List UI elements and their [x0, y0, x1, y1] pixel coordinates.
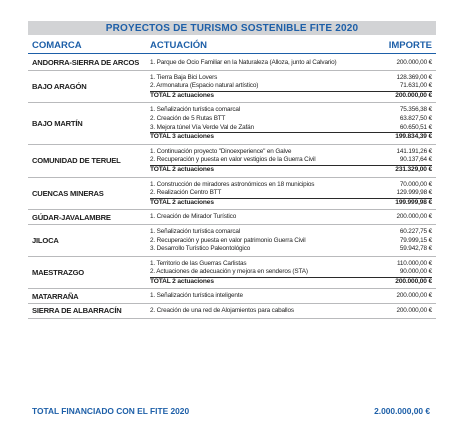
- comarca-name: CUENCAS MINERAS: [32, 188, 104, 198]
- importe-value: 60.650,51 €: [399, 123, 432, 131]
- actuacion-text: 2. Creación de una red de Alojamientos para caballos: [150, 307, 294, 315]
- actuacion-text: 2. Armonatura (Espacio natural artístico): [150, 82, 259, 90]
- total-line: [150, 133, 432, 142]
- actuacion-text: 1. Continuación proyecto "Dinoexperience" en Galve: [150, 147, 292, 155]
- importe-value: 200.000,00 €: [396, 307, 432, 315]
- importe-value: 63.827,50 €: [399, 114, 432, 122]
- actuacion-line: [150, 268, 432, 278]
- total-line: [150, 92, 432, 101]
- actuacion-line: [150, 82, 432, 92]
- actuacion-list: [150, 145, 432, 177]
- table-row: [28, 103, 436, 144]
- actuacion-text: 1. Señalización turística comarcal: [150, 106, 241, 114]
- comarca-name: JILOCA: [32, 235, 59, 245]
- actuacion-list: [150, 225, 432, 256]
- actuacion-list: [150, 71, 432, 103]
- table-row: [28, 56, 436, 71]
- total-label: TOTAL 2 actuaciones: [150, 198, 214, 206]
- actuacion-line: [150, 74, 432, 83]
- total-amount: 199.999,98 €: [395, 198, 432, 206]
- actuacion-text: 1. Señalización turística inteligente: [150, 292, 243, 300]
- table-row: [28, 304, 436, 319]
- actuacion-list: [150, 289, 432, 303]
- total-amount: 199.834,39 €: [395, 133, 432, 141]
- importe-value: 200.000,00 €: [396, 59, 432, 66]
- total-amount: 200.000,00 €: [395, 91, 432, 99]
- total-label: TOTAL 2 actuaciones: [150, 277, 214, 285]
- actuacion-list: [150, 304, 432, 318]
- importe-value: 70.000,00 €: [399, 180, 432, 188]
- actuacion-text: 1. Señalización turística comarcal: [150, 227, 241, 235]
- actuacion-list: [150, 56, 432, 70]
- table-row: [28, 178, 436, 211]
- importe-value: 141.191,26 €: [396, 147, 432, 155]
- importe-value: 90.000,00 €: [399, 268, 432, 276]
- importe-value: 110.000,00 €: [396, 259, 432, 267]
- actuacion-text: 2. Recuperación y puesta en valor patrimonio Guerra Civil: [150, 236, 306, 244]
- actuacion-line: [150, 148, 432, 157]
- footer-amount: 2.000.000,00 €: [374, 406, 430, 416]
- column-headers: [28, 38, 436, 54]
- actuacion-line: [150, 59, 432, 68]
- actuacion-line: [150, 106, 432, 115]
- actuacion-text: 2. Actuaciones de adecuación y mejora en senderos (STA): [150, 268, 308, 276]
- footer-label: TOTAL FINANCIADO CON EL FITE 2020: [32, 406, 190, 416]
- actuacion-text: 1. Tierra Baja Bici Lovers: [150, 73, 218, 81]
- actuacion-text: 3. Mejora túnel Vía Verde Val de Zafán: [150, 123, 254, 131]
- actuacion-text: 1. Creación de Mirador Turístico: [150, 213, 237, 221]
- total-label: TOTAL 2 actuaciones: [150, 165, 214, 173]
- actuacion-line: [150, 189, 432, 199]
- importe-value: 60.227,75 €: [399, 227, 432, 235]
- actuacion-line: [150, 237, 432, 246]
- importe-value: 75.356,38 €: [399, 106, 432, 114]
- comarca-name: MAESTRAZGO: [32, 268, 84, 278]
- total-line: [150, 199, 432, 208]
- comarca-name: COMUNIDAD DE TERUEL: [32, 156, 121, 166]
- importe-value: 128.369,00 €: [396, 73, 432, 81]
- total-label: TOTAL 3 actuaciones: [150, 133, 214, 141]
- importe-value: 200.000,00 €: [396, 213, 432, 221]
- importe-value: 59.942,78 €: [399, 245, 432, 253]
- importe-value: 129.999,98 €: [396, 189, 432, 197]
- actuacion-list: [150, 257, 432, 289]
- actuacion-line: [150, 245, 432, 254]
- table-body: [28, 56, 436, 319]
- table-footer: [28, 404, 436, 418]
- total-label: TOTAL 2 actuaciones: [150, 91, 214, 99]
- total-amount: 231.329,00 €: [395, 165, 432, 173]
- comarca-name: BAJO MARTÍN: [32, 119, 83, 129]
- total-line: [150, 278, 432, 287]
- table-row: [28, 71, 436, 104]
- actuacion-line: [150, 213, 432, 222]
- actuacion-line: [150, 115, 432, 124]
- actuacion-text: 2. Realización Centro BTT: [150, 189, 222, 197]
- header-importe: IMPORTE: [388, 40, 432, 51]
- actuacion-list: [150, 103, 432, 143]
- actuacion-line: [150, 181, 432, 190]
- table-row: [28, 210, 436, 225]
- actuacion-line: [150, 307, 432, 316]
- total-amount: 200.000,00 €: [395, 277, 432, 285]
- actuacion-text: 1. Territorio de las Guerras Carlistas: [150, 259, 247, 267]
- actuacion-line: [150, 292, 432, 301]
- actuacion-text: 1. Construcción de miradores astronómicos en 18 municipios: [150, 180, 315, 188]
- comarca-name: ANDORRA-SIERRA DE ARCOS: [32, 58, 140, 68]
- table-title: PROYECTOS DE TURISMO SOSTENIBLE FITE 2020: [28, 21, 436, 37]
- header-actuacion: ACTUACIÓN: [150, 40, 207, 51]
- actuacion-text: 2. Creación de 5 Rutas BTT: [150, 114, 226, 122]
- comarca-name: GÚDAR-JAVALAMBRE: [32, 212, 111, 222]
- actuacion-line: [150, 228, 432, 237]
- actuacion-line: [150, 260, 432, 269]
- importe-value: 90.137,64 €: [399, 156, 432, 164]
- table-row: [28, 257, 436, 290]
- comarca-name: BAJO ARAGÓN: [32, 81, 87, 91]
- table-row: [28, 289, 436, 304]
- importe-value: 200.000,00 €: [396, 292, 432, 300]
- comarca-name: MATARRAÑA: [32, 291, 79, 301]
- table-row: [28, 145, 436, 178]
- actuacion-list: [150, 178, 432, 210]
- actuacion-text: 3. Desarrollo Turístico Paleontológico: [150, 245, 251, 253]
- importe-value: 79.999,15 €: [399, 236, 432, 244]
- importe-value: 71.631,00 €: [399, 82, 432, 90]
- actuacion-text: 1. Parque de Ocio Familiar en la Naturaleza (Alloza, junto al Calvario): [150, 59, 337, 66]
- comarca-name: SIERRA DE ALBARRACÍN: [32, 306, 122, 316]
- table-row: [28, 225, 436, 257]
- total-line: [150, 166, 432, 175]
- actuacion-text: 2. Recuperación y puesta en valor vestigios de la Guerra Civil: [150, 156, 316, 164]
- actuacion-line: [150, 156, 432, 166]
- actuacion-line: [150, 124, 432, 134]
- header-comarca: COMARCA: [32, 40, 82, 51]
- actuacion-list: [150, 210, 432, 224]
